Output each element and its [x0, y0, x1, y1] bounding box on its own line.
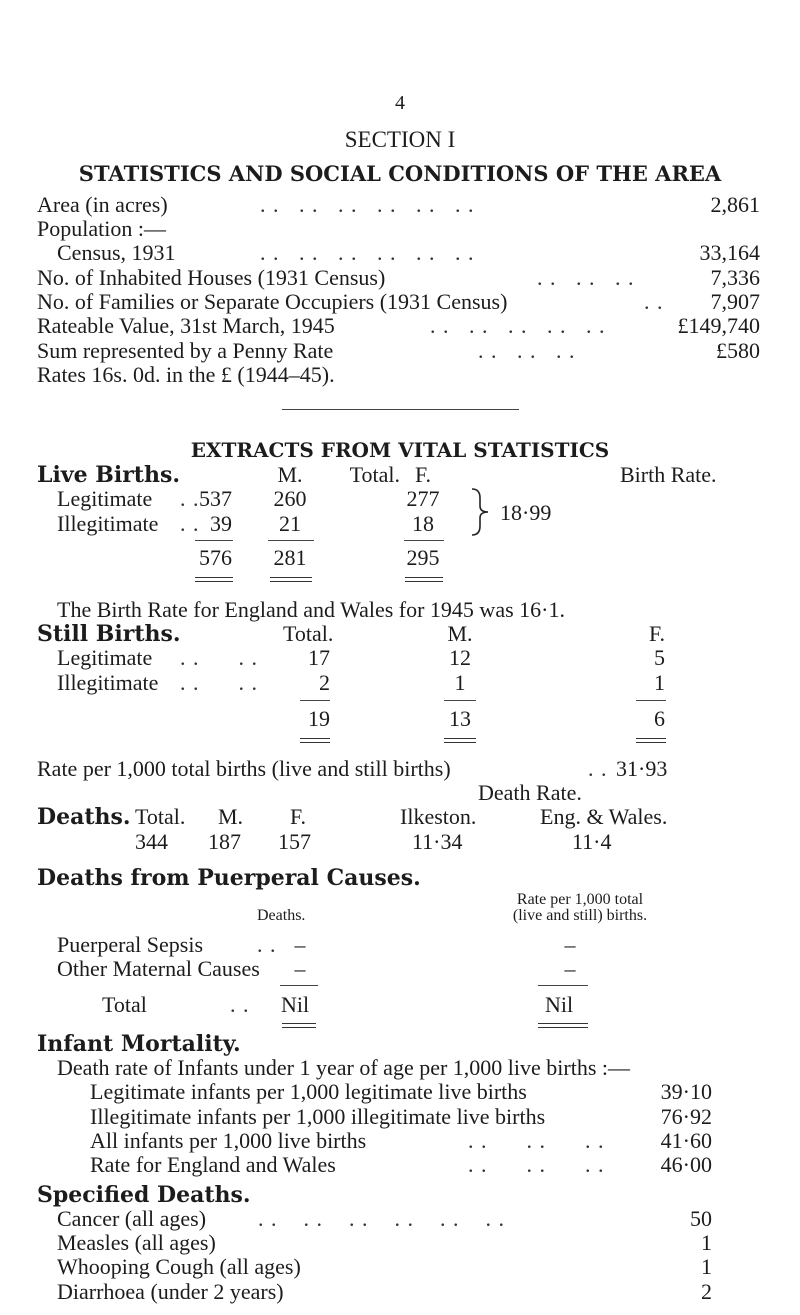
infant-legit-label: Legitimate infants per 1,000 legitimate live births: [90, 1079, 527, 1105]
vital-statistics-heading: EXTRACTS FROM VITAL STATISTICS: [190, 437, 610, 462]
live-illegit-m: 21: [279, 510, 301, 536]
diarrhoea-value: 2: [701, 1278, 712, 1304]
live-legit-total: 537: [199, 486, 232, 512]
live-births-heading: Live Births.: [37, 462, 181, 489]
puerperal-sepsis-deaths: –: [294, 931, 306, 957]
houses-label: No. of Inhabited Houses (1931 Census): [37, 264, 386, 290]
page-number: 4: [395, 91, 405, 114]
infant-legit-value: 39·10: [660, 1079, 712, 1105]
deaths-ilkeston-rate: 11·34: [412, 828, 463, 854]
puerperal-col-rate-1: Rate per 1,000 total: [516, 890, 644, 908]
deaths-col-eng-wales: Eng. & Wales.: [540, 804, 668, 830]
cancer-value: 50: [690, 1205, 712, 1231]
other-maternal-label: Other Maternal Causes: [57, 956, 260, 981]
still-illegit-f: 1: [654, 669, 665, 695]
infant-illegit-label: Illegitimate infants per 1,000 illegitimate live births: [90, 1103, 546, 1129]
area-label: Area (in acres): [37, 191, 168, 217]
live-legit-f: 277: [406, 486, 440, 512]
houses-value: 7,336: [710, 264, 760, 290]
deaths-eng-wales-rate: 11·4: [572, 828, 612, 854]
deaths-col-ilkeston: Ilkeston.: [400, 804, 477, 830]
live-col-birth-rate: Birth Rate.: [620, 462, 717, 488]
live-col-f: F.: [415, 462, 431, 488]
live-total-f: 295: [406, 545, 440, 571]
still-col-m: M.: [447, 621, 473, 647]
still-legit-total: 17: [308, 645, 330, 671]
diarrhoea-label: Diarrhoea (under 2 years): [57, 1278, 284, 1304]
still-col-f: F.: [649, 621, 665, 647]
puerperal-sepsis-rate: –: [564, 931, 576, 957]
penny-rate-label: Sum represented by a Penny Rate: [37, 337, 334, 363]
live-legit-m: 260: [273, 486, 307, 512]
puerperal-total-rate: Nil: [545, 991, 574, 1017]
still-rate-value: 31·93: [616, 755, 668, 781]
puerperal-total-label: Total: [102, 991, 147, 1017]
live-illegit-f: 18: [412, 510, 434, 536]
other-maternal-deaths: –: [294, 956, 306, 981]
population-label: Population :—: [37, 216, 166, 242]
deaths-m: 187: [208, 828, 241, 854]
rateable-label: Rateable Value, 31st March, 1945: [37, 313, 335, 339]
still-illegit-label: Illegitimate: [57, 669, 159, 695]
census-value: 33,164: [699, 240, 760, 266]
deaths-total: 344: [135, 828, 168, 854]
still-births-heading: Still Births.: [37, 621, 181, 648]
live-col-total: Total.: [349, 462, 400, 488]
measles-value: 1: [701, 1230, 712, 1255]
area-value: 2,861: [710, 191, 760, 217]
still-total-m: 13: [449, 706, 471, 732]
still-total: 19: [308, 706, 330, 732]
puerperal-col-deaths: Deaths.: [257, 907, 306, 925]
infant-all-value: 41·60: [660, 1128, 712, 1154]
still-illegit-total: 2: [319, 669, 330, 695]
specified-deaths-heading: Specified Deaths.: [37, 1182, 251, 1209]
section-divider: [282, 409, 519, 410]
still-legit-m: 12: [449, 645, 471, 671]
still-legit-f: 5: [654, 645, 665, 671]
infant-intro: Death rate of Infants under 1 year of age per 1,000 live births :—: [57, 1055, 631, 1081]
rates-label: Rates 16s. 0d. in the £ (1944–45).: [37, 362, 335, 387]
families-value: 7,907: [710, 289, 760, 314]
cancer-label: Cancer (all ages): [57, 1205, 207, 1231]
still-rate-label: Rate per 1,000 total births (live and still births): [37, 755, 451, 781]
whooping-cough-value: 1: [701, 1254, 712, 1280]
infant-mortality-heading: Infant Mortality.: [37, 1030, 241, 1057]
deaths-heading: Deaths.: [37, 804, 131, 831]
live-illegit-total: 39: [210, 510, 232, 536]
live-total-m: 281: [273, 545, 307, 571]
puerperal-sepsis-label: Puerperal Sepsis: [57, 931, 204, 957]
page-title: STATISTICS AND SOCIAL CONDITIONS OF THE AREA: [78, 160, 722, 186]
still-col-total: Total.: [283, 621, 334, 647]
live-col-m: M.: [277, 462, 303, 488]
census-label: Census, 1931: [57, 240, 176, 266]
right-brace-icon: [468, 486, 494, 538]
live-total: 576: [199, 545, 232, 571]
infant-illegit-value: 76·92: [660, 1103, 712, 1129]
penny-rate-value: £580: [716, 337, 760, 363]
puerperal-total-deaths: Nil: [281, 991, 310, 1017]
still-illegit-m: 1: [454, 669, 466, 695]
birth-rate-note: The Birth Rate for England and Wales for 1945 was 16·1.: [57, 596, 565, 622]
live-illegit-label: Illegitimate: [57, 510, 159, 536]
deaths-col-total: Total.: [135, 804, 186, 830]
other-maternal-rate: –: [564, 956, 576, 981]
still-total-f: 6: [654, 706, 665, 732]
puerperal-col-rate-2: (live and still) births.: [512, 907, 648, 925]
measles-label: Measles (all ages): [57, 1230, 216, 1255]
deaths-col-m: M.: [218, 804, 244, 830]
deaths-col-f: F.: [290, 804, 306, 830]
live-birth-rate-value: 18·99: [500, 499, 552, 525]
live-legit-label: Legitimate: [57, 486, 153, 512]
section-heading: SECTION I: [344, 127, 456, 153]
death-rate-heading: Death Rate.: [478, 780, 582, 806]
infant-eng-wales-label: Rate for England and Wales: [90, 1152, 336, 1178]
infant-all-label: All infants per 1,000 live births: [90, 1128, 367, 1154]
infant-eng-wales-value: 46·00: [660, 1152, 712, 1178]
deaths-f: 157: [278, 828, 311, 854]
whooping-cough-label: Whooping Cough (all ages): [57, 1254, 301, 1280]
still-legit-label: Legitimate: [57, 645, 153, 671]
rateable-value: £149,740: [677, 313, 760, 339]
puerperal-heading: Deaths from Puerperal Causes.: [37, 865, 421, 892]
families-label: No. of Families or Separate Occupiers (1931 Census): [37, 289, 508, 314]
